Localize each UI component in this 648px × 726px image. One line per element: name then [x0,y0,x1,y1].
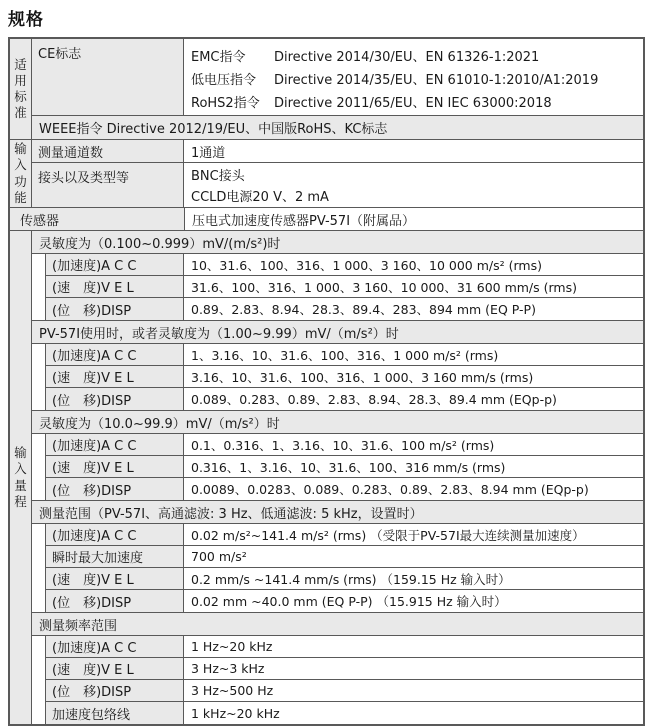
spec-row-value: 31.6、100、316、1 000、3 160、10 000、31 600 mm/s (rms) [184,276,643,297]
vertical-label-input-function: 输入功能 [10,140,32,207]
spec-row [46,524,643,546]
ce-directive-name: 低电压指令 [191,73,257,88]
spec-row-value: 0.2 mm/s ~141.4 mm/s (rms) （159.15 Hz 输入时） [184,568,643,589]
spec-row [46,658,643,680]
frequency-range-group [32,613,643,724]
spec-row [46,366,643,388]
indent-gutter [32,344,46,410]
spec-row-label: (速 度)V E L [46,568,184,589]
group-header: 灵敏度为（10.0~99.9）mV/（m/s²）时 [32,411,643,434]
spec-row [46,388,643,410]
indent-gutter [32,254,46,320]
section-applicable-standards [10,39,643,140]
sensitivity-group-0p1 [32,231,643,321]
sensitivity-group-10 [32,411,643,501]
spec-row-value: 3 Hz~500 Hz [184,680,643,701]
ce-directive-name: EMC指令 [191,50,246,65]
spec-row-value: 10、31.6、100、316、1 000、3 160、10 000 m/s² (rms) [184,254,643,275]
ce-directive-row [184,67,643,90]
ce-mark-label: CE标志 [32,39,184,115]
spec-row-label: (位 移)DISP [46,388,184,410]
section-sensor [10,208,643,231]
spec-row-label: (加速度)A C C [46,524,184,545]
spec-row-label: (加速度)A C C [46,434,184,455]
spec-table [8,37,645,726]
section-input-function [10,140,643,208]
measurement-range-group [32,501,643,613]
spec-row [46,590,643,612]
spec-row [46,254,643,276]
spec-row-label: (位 移)DISP [46,478,184,500]
spec-row [46,680,643,702]
spec-row-value: 0.89、2.83、8.94、28.3、89.4、283、894 mm (EQ P-P) [184,298,643,320]
ce-directive-row [184,90,643,113]
spec-row-label: (速 度)V E L [46,366,184,387]
spec-row-label: (加速度)A C C [46,636,184,657]
group-header: PV-57I使用时，或者灵敏度为（1.00~9.99）mV/（m/s²）时 [32,321,643,344]
spec-row-label: (加速度)A C C [46,344,184,365]
ce-directive-value: Directive 2014/35/EU、EN 61010-1:2010/A1:2019 [274,73,599,88]
spec-row [46,636,643,658]
spec-row [46,298,643,320]
spec-row [46,702,643,724]
weee-directive-row: WEEE指令 Directive 2012/19/EU、中国版RoHS、KC标志 [32,116,643,139]
page-title: 规格 [8,10,44,30]
connector-value-line2: CCLD电源20 V、2 mA [191,190,329,205]
spec-row-label: (速 度)V E L [46,456,184,477]
spec-row-label: (速 度)V E L [46,658,184,679]
ce-directive-value: Directive 2014/30/EU、EN 61326-1:2021 [274,50,540,65]
channel-count-label: 测量通道数 [32,140,184,162]
spec-row [46,546,643,568]
spec-row-value: 3 Hz~3 kHz [184,658,643,679]
spec-row-value: 0.02 mm ~40.0 mm (EQ P-P) （15.915 Hz 输入时） [184,590,643,612]
spec-row-value: 0.0089、0.0283、0.089、0.283、0.89、2.83、8.94 mm (EQp-p) [184,478,643,500]
spec-row-label: (位 移)DISP [46,680,184,701]
indent-gutter [32,636,46,724]
channel-count-row [32,140,643,163]
ce-directives [184,39,643,115]
vertical-label-input-range: 输入量程 [10,231,32,724]
spec-row-value: 1 Hz~20 kHz [184,636,643,657]
spec-row-label: (位 移)DISP [46,298,184,320]
indent-gutter [32,524,46,612]
spec-row-label: 加速度包络线 [46,702,184,724]
connector-type-value [184,163,643,207]
sensor-label: 传感器 [10,208,185,230]
spec-row-value: 0.089、0.283、0.89、2.83、8.94、28.3、89.4 mm (EQp-p) [184,388,643,410]
group-header: 测量频率范围 [32,613,643,636]
section-input-range [10,231,643,724]
spec-row [46,434,643,456]
spec-row-value: 1 kHz~20 kHz [184,702,643,724]
sensor-value: 压电式加速度传感器PV-57I（附属品） [185,208,643,230]
spec-row-value: 0.02 m/s²~141.4 m/s² (rms) （受限于PV-57I最大连续测量加速度） [184,524,643,545]
spec-row [46,276,643,298]
vertical-label-applicable-standards: 适用标准 [10,39,32,139]
spec-row-label: (位 移)DISP [46,590,184,612]
ce-mark-row [32,39,643,116]
spec-row-value: 0.316、1、3.16、10、31.6、100、316 mm/s (rms) [184,456,643,477]
sensitivity-group-1 [32,321,643,411]
ce-directive-name: RoHS2指令 [191,96,260,111]
spec-row [46,568,643,590]
spec-row-value: 700 m/s² [184,546,643,567]
spec-row-value: 3.16、10、31.6、100、316、1 000、3 160 mm/s (rms) [184,366,643,387]
connector-type-row [32,163,643,207]
indent-gutter [32,434,46,500]
spec-row-label: 瞬时最大加速度 [46,546,184,567]
connector-value-line1: BNC接头 [191,169,245,184]
connector-type-label: 接头以及类型等 [32,163,184,207]
spec-row-value: 0.1、0.316、1、3.16、10、31.6、100 m/s² (rms) [184,434,643,455]
spec-row-label: (速 度)V E L [46,276,184,297]
spec-row [46,344,643,366]
group-header: 灵敏度为（0.100~0.999）mV/(m/s²)时 [32,231,643,254]
spec-row [46,478,643,500]
channel-count-value: 1通道 [184,140,643,162]
ce-directive-row [184,44,643,67]
ce-directive-value: Directive 2011/65/EU、EN IEC 63000:2018 [274,96,552,111]
spec-row-label: (加速度)A C C [46,254,184,275]
spec-row-value: 1、3.16、10、31.6、100、316、1 000 m/s² (rms) [184,344,643,365]
group-header: 测量范围（PV-57I、高通滤波: 3 Hz、低通滤波: 5 kHz，设置时） [32,501,643,524]
spec-row [46,456,643,478]
